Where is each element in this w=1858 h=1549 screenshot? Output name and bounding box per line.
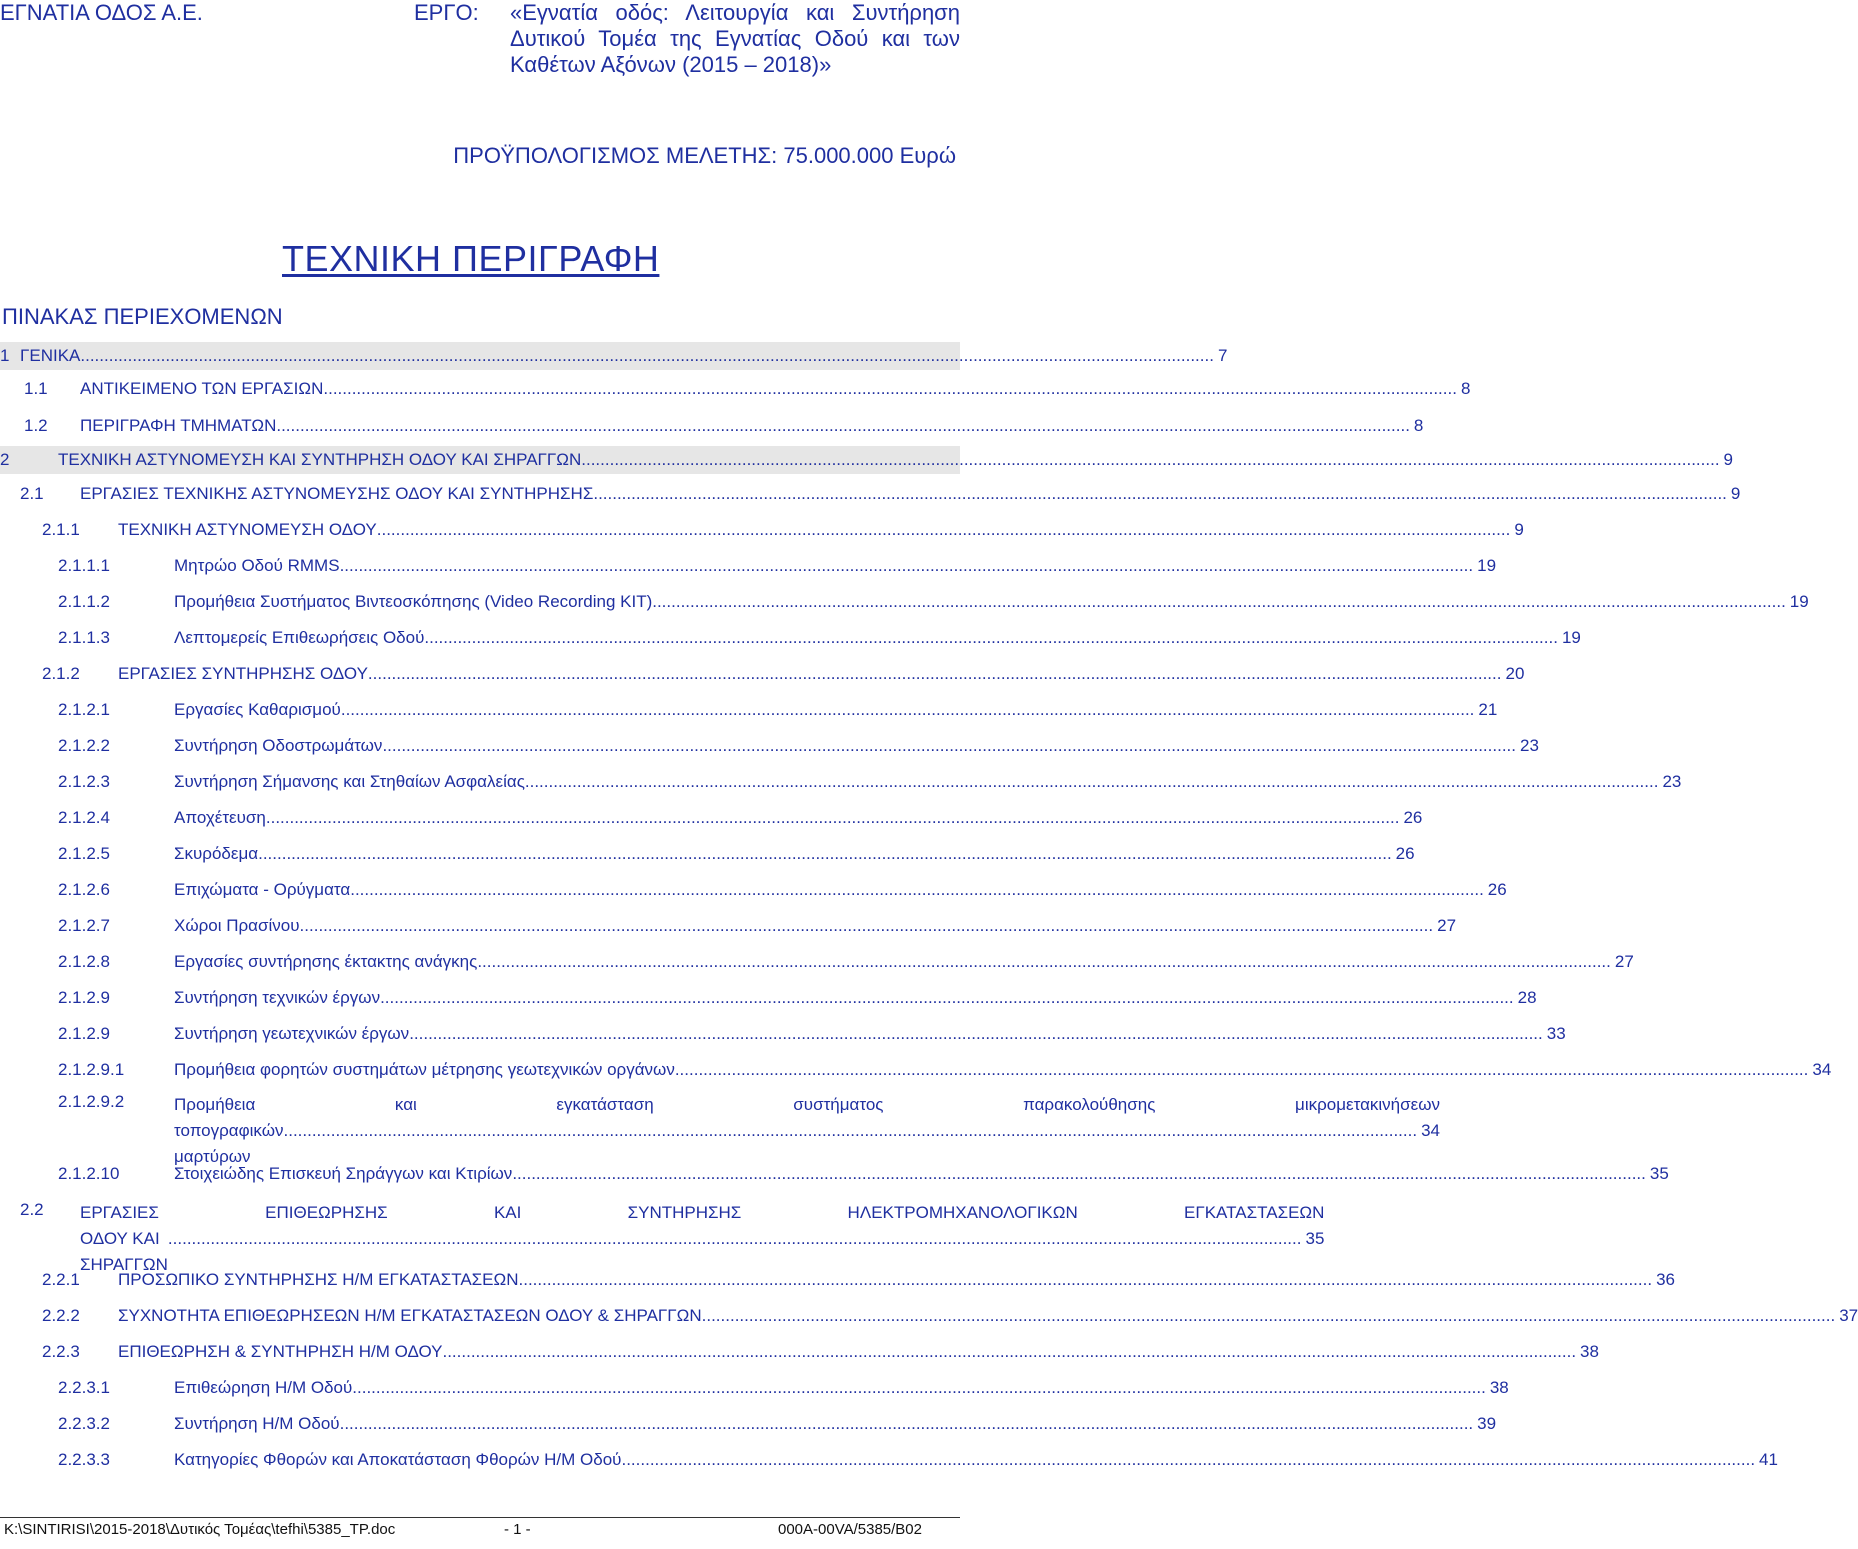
toc-entry[interactable] [58,588,1809,616]
toc-entry-title: Συντήρηση τεχνικών έργων [174,988,381,1007]
toc-entry-number: 2.2.1 [42,1270,80,1289]
toc-entry-number: 2.2.2 [42,1306,80,1325]
toc-entry-number: 2.1.2.7 [58,916,110,935]
toc-leader-dots [652,592,1786,612]
toc-entry-page: 41 [1759,1450,1778,1469]
toc-entry-title: Επιθεώρηση Η/Μ Οδού [174,1378,353,1397]
toc-entry-number: 2.1.2.2 [58,736,110,755]
toc-leader-dots [593,484,1727,504]
toc-entry[interactable] [24,412,1424,440]
toc-leader-dots [382,736,1516,756]
toc-entry[interactable] [58,1092,1440,1166]
toc-entry-page: 26 [1403,808,1423,827]
toc-entry-title: Μητρώο Οδού RMMS [174,556,340,575]
toc-entry-number: 2.1.2.9.2 [58,1092,125,1111]
toc-entry-number: 2.2.3.3 [58,1450,110,1469]
toc-entry-number: 2.1.1.2 [58,592,110,611]
toc-entry-title: Εργασίες Καθαρισμού [174,700,341,719]
toc-entry[interactable] [0,446,1734,474]
toc-entry-number: 2.2 [20,1200,44,1219]
toc-entry-title: Προμήθεια φορητών συστημάτων μέτρησης γεωτεχνικών οργάνων [174,1060,675,1079]
toc-entry-title: ΕΠΙΘΕΩΡΗΣΗ & ΣΥΝΤΗΡΗΣΗ Η/Μ ΟΔΟΥ [118,1342,443,1361]
toc-entry[interactable] [42,516,1524,544]
toc-entry-title: ΕΡΓΑΣΙΕΣ ΕΠΙΘΕΩΡΗΣΗΣ ΚΑΙ ΣΥΝΤΗΡΗΣΗΣ ΗΛΕΚΤΡΟΜΗΧΑΝΟΛΟΓΙΚΩΝ ΕΓΚΑΤΑΣΤΑΣΕΩΝ [80,1203,1325,1222]
toc-entry[interactable] [58,624,1581,652]
toc-entry-number: 2.1.1 [42,520,80,539]
toc-entry-page: 23 [1520,736,1539,755]
toc-entry-number: 2.1.2.8 [58,952,110,971]
toc-entry-page: 33 [1546,1024,1566,1043]
toc-entry-number: 2.1 [20,484,44,503]
toc-entry-title: Αποχέτευση [174,808,266,827]
footer-divider [0,1517,960,1518]
toc-entry-page: 23 [1662,772,1682,791]
toc-entry[interactable] [58,1056,1832,1084]
toc-entry[interactable] [58,1446,1778,1474]
toc-entry[interactable] [58,552,1497,580]
toc-entry-page: 9 [1730,484,1741,503]
toc-entry[interactable] [58,1020,1566,1048]
toc-entry-page: 9 [1723,450,1734,469]
toc-leader-dots [323,379,1457,399]
toc-leader-dots [266,808,1400,828]
toc-leader-dots [442,1342,1576,1362]
toc-entry[interactable] [24,375,1471,403]
toc-entry-number: 2.1.2.4 [58,808,110,827]
toc-entry-number: 2.1.1.3 [58,628,110,647]
toc-leader-dots [340,1414,1474,1434]
toc-entry-page: 38 [1580,1342,1599,1361]
toc-entry-title: Προμήθεια και εγκατάσταση συστήματος παρακολούθησης μικρομετακινήσεων [174,1095,1440,1114]
toc-entry[interactable] [58,840,1415,868]
toc-entry-page: 26 [1395,844,1415,863]
toc-entry-number: 2.1.2.5 [58,844,110,863]
toc-entry-page: 8 [1413,416,1424,435]
toc-entry[interactable] [0,342,1228,370]
toc-entry-title: ΕΡΓΑΣΙΕΣ ΤΕΧΝΙΚΗΣ ΑΣΤΥΝΟΜΕΥΣΗΣ ΟΔΟΥ ΚΑΙ ΣΥΝΤΗΡΗΣΗΣ [80,484,594,503]
toc-entry-number: 2.2.3.2 [58,1414,110,1433]
toc-entry-title-continued: τοπογραφικών μαρτύρων [174,1121,284,1166]
toc-entry-page: 34 [1812,1060,1832,1079]
toc-leader-dots [340,556,1474,576]
toc-leader-dots [300,916,1434,936]
toc-entry-title-continued: ΟΔΟΥ ΚΑΙ ΣΗΡΑΓΓΩΝ [80,1229,168,1274]
toc-entry-title: Συντήρηση γεωτεχνικών έργων [174,1024,410,1043]
toc-leader-dots [702,1306,1836,1326]
toc-entry[interactable] [58,732,1539,760]
footer-page-number: - 1 - [504,1521,531,1538]
toc-entry-page: 21 [1478,700,1498,719]
toc-heading: ΠΙΝΑΚΑΣ ΠΕΡΙΕΧΟΜΕΝΩΝ [2,304,283,329]
toc-entry[interactable] [58,876,1507,904]
toc-entry-title: ΤΕΧΝΙΚΗ ΑΣΤΥΝΟΜΕΥΣΗ ΚΑΙ ΣΥΝΤΗΡΗΣΗ ΟΔΟΥ ΚΑΙ ΣΗΡΑΓΓΩΝ. [58,450,586,469]
toc-entry-number: 2.1.2.1 [58,700,110,719]
toc-entry-title: ΑΝΤΙΚΕΙΜΕΝΟ ΤΩΝ ΕΡΓΑΣΙΩΝ [80,379,324,398]
toc-entry-title: Επιχώματα - Ορύγματα [174,880,351,899]
toc-entry-title: Λεπτομερείς Επιθεωρήσεις Οδού [174,628,425,647]
toc-entry-page: 9 [1514,520,1524,539]
toc-entry-title: ΠΡΟΣΩΠΙΚΟ ΣΥΝΤΗΡΗΣΗΣ Η/Μ ΕΓΚΑΤΑΣΤΑΣΕΩΝ [118,1270,519,1289]
toc-entry-number: 2.2.3.1 [58,1378,110,1397]
company-name: ΕΓΝΑΤΙΑ ΟΔΟΣ Α.Ε. [0,0,203,25]
toc-leader-dots [368,664,1502,684]
toc-leader-dots [621,1450,1755,1470]
footer-document-code: 000Α-00VA/5385/B02 [777,1521,922,1538]
toc-entry[interactable] [58,696,1498,724]
toc-entry-page: 27 [1437,916,1457,935]
toc-entry[interactable] [42,660,1525,688]
toc-entry-title: Κατηγορίες Φθορών και Αποκατάσταση Φθορών Η/Μ Οδού [174,1450,622,1469]
toc-leader-dots [350,880,1484,900]
footer-file-path: K:\SINTIRISI\2015-2018\Δυτικός Τομέας\tefhi\5385_TP.doc [4,1521,396,1538]
toc-entry-number: 2 [0,450,10,469]
toc-entry-title: Εργασίες συντήρησης έκτακτης ανάγκης [174,952,478,971]
toc-entry[interactable] [58,1160,1669,1188]
toc-entry-page: 39 [1477,1414,1497,1433]
toc-entry-title: Σκυρόδεμα [174,844,259,863]
toc-entry[interactable] [42,1338,1599,1366]
toc-leader-dots [80,346,1214,366]
toc-entry-title: Συντήρηση Η/Μ Οδού [174,1414,340,1433]
toc-leader-dots [341,700,1475,720]
toc-entry-title: Συντήρηση Σήμανσης και Στηθαίων Ασφαλείας [174,772,525,791]
toc-leader-dots [258,844,1392,864]
toc-entry-title: ΤΕΧΝΙΚΗ ΑΣΤΥΝΟΜΕΥΣΗ ΟΔΟΥ [118,520,377,539]
document-title: ΤΕΧΝΙΚΗ ΠΕΡΙΓΡΑΦΗ [282,238,660,279]
toc-entry-title: ΕΡΓΑΣΙΕΣ ΣΥΝΤΗΡΗΣΗΣ ΟΔΟΥ [118,664,368,683]
toc-entry-number: 2.1.2.9.1 [58,1060,125,1079]
toc-leader-dots [519,1270,1653,1290]
toc-entry-page: 37 [1839,1306,1858,1325]
toc-leader-dots [512,1164,1646,1184]
toc-entry-number: 2.1.2.9 [58,1024,110,1043]
toc-entry-page: 20 [1505,664,1525,683]
toc-entry-page: 34 [1421,1121,1440,1140]
toc-leader-dots [168,1226,1302,1252]
toc-entry-number: 1.2 [24,416,48,435]
toc-leader-dots [424,628,1558,648]
toc-leader-dots [377,520,1511,540]
toc-entry[interactable] [20,1200,1325,1274]
toc-entry-title: ΠΕΡΙΓΡΑΦΗ ΤΜΗΜΑΤΩΝ [80,416,277,435]
toc-entry-number: 1 [0,346,10,365]
toc-leader-dots [380,988,1514,1008]
toc-entry-number: 2.1.2.6 [58,880,110,899]
toc-leader-dots [477,952,1611,972]
toc-entry-page: 36 [1656,1270,1675,1289]
toc-entry-page: 8 [1460,379,1471,398]
toc-leader-dots [586,450,1720,470]
toc-leader-dots [409,1024,1543,1044]
project-label: ΕΡΓΟ: [414,0,479,25]
toc-entry[interactable] [20,480,1741,508]
toc-entry-number: 2.1.2.3 [58,772,110,791]
toc-entry-title: Συντήρηση Οδοστρωμάτων [174,736,383,755]
toc-leader-dots [284,1118,1418,1144]
toc-entry[interactable] [42,1266,1675,1294]
toc-entry-number: 2.2.3 [42,1342,80,1361]
toc-leader-dots [276,416,1410,436]
toc-entry[interactable] [58,804,1423,832]
toc-entry-title: Στοιχειώδης Επισκευή Σηράγγων και Κτιρίων [174,1164,513,1183]
toc-entry-page: 27 [1614,952,1634,971]
project-title: «Εγνατία οδός: Λειτουργία και Συντήρηση Δυτικού Τομέα της Εγνατίας Οδού και των Καθέτων Αξόνων (2015 – 2018)» [510,0,960,77]
study-budget: ΠΡΟΫΠΟΛΟΓΙΣΜΟΣ ΜΕΛΕΤΗΣ: 75.000.000 Ευρώ [453,143,956,168]
toc-entry-page: 19 [1789,592,1809,611]
toc-leader-dots [352,1378,1486,1398]
toc-entry[interactable] [58,912,1457,940]
toc-entry-number: 2.1.2 [42,664,80,683]
toc-entry-number: 2.1.2.10 [58,1164,120,1183]
toc-entry-title: Χώροι Πρασίνου [174,916,300,935]
toc-entry-page: 19 [1477,556,1497,575]
toc-entry-page: 38 [1489,1378,1509,1397]
toc-entry-page: 26 [1487,880,1507,899]
toc-entry-title: ΣΥΧΝΟΤΗΤΑ ΕΠΙΘΕΩΡΗΣΕΩΝ Η/Μ ΕΓΚΑΤΑΣΤΑΣΕΩΝ ΟΔΟΥ & ΣΗΡΑΓΓΩΝ [118,1306,702,1325]
toc-entry[interactable] [58,1374,1509,1402]
toc-entry-number: 1.1 [24,379,48,398]
toc-leader-dots [675,1060,1809,1080]
toc-entry[interactable] [42,1302,1858,1330]
toc-entry[interactable] [58,1410,1497,1438]
toc-entry-page: 28 [1517,988,1537,1007]
toc-entry-page: 19 [1561,628,1581,647]
toc-entry-page: 7 [1217,346,1228,365]
toc-entry-page: 35 [1649,1164,1669,1183]
toc-entry-number: 2.1.2.9 [58,988,110,1007]
project-block [414,0,960,78]
toc-entry[interactable] [58,984,1537,1012]
toc-entry[interactable] [58,948,1634,976]
toc-entry-title: ΓΕΝΙΚΑ [20,346,81,365]
toc-leader-dots [525,772,1659,792]
toc-entry-title: Προμήθεια Συστήματος Βιντεοσκόπησης (Video Recording KIT) [174,592,653,611]
toc-entry-number: 2.1.1.1 [58,556,110,575]
toc-entry-page: 35 [1305,1229,1325,1248]
toc-entry[interactable] [58,768,1682,796]
